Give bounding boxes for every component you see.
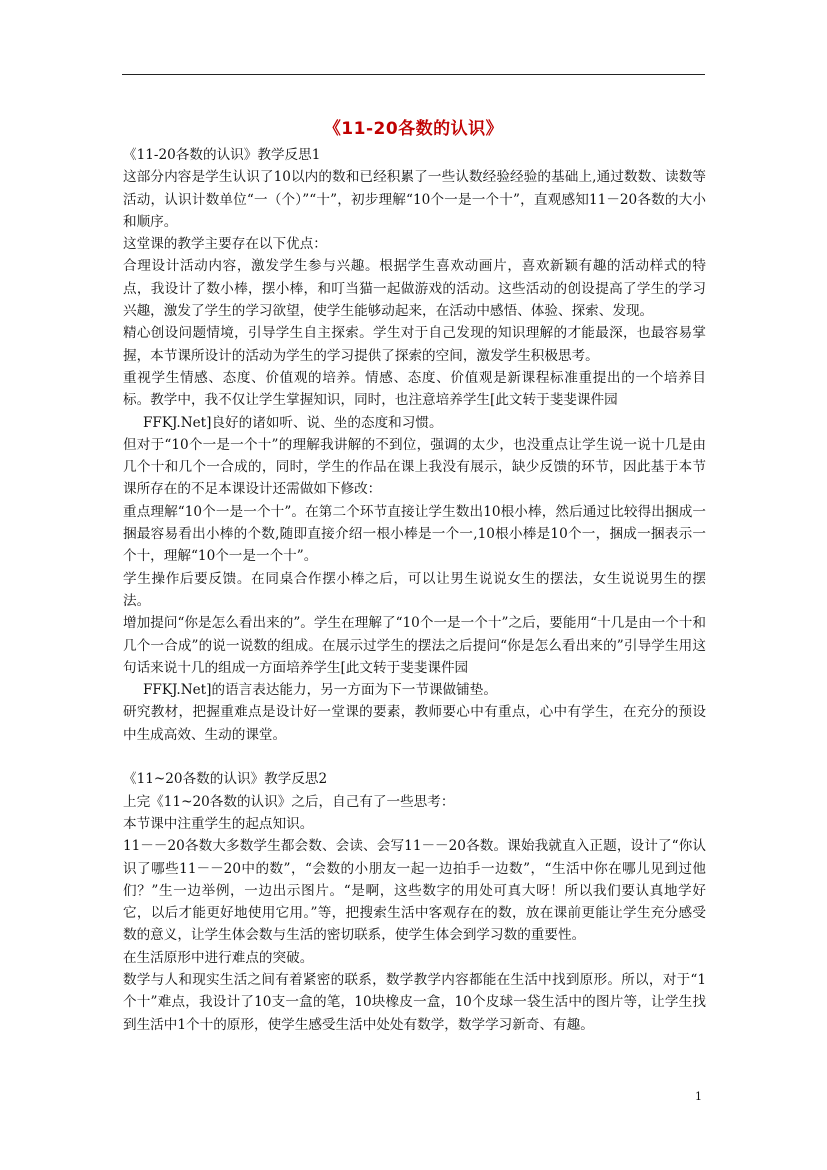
paragraph: 这部分内容是学生认识了10以内的数和已经积累了一些认数经验经验的基础上,通过数数、读数等活动，认识计数单位“一（个）”“十”，初步理解“10个一是一个十”，直观感知11－20各数的大小和顺序。 bbox=[123, 169, 706, 230]
document-title: 《11-20各数的认识》 bbox=[323, 119, 504, 139]
blank-line bbox=[123, 746, 706, 768]
paragraph: 《11-20各数的认识》教学反思1 bbox=[123, 147, 321, 163]
paragraph: 精心创设问题情境，引导学生自主探索。学生对于自己发现的知识理解的才能最深，也最容易掌握，本节课所设计的活动为学生的学习提供了探索的空间，激发学生积极思考。 bbox=[123, 325, 706, 364]
paragraph: 上完《11~20各数的认识》之后，自己有了一些思考： bbox=[123, 793, 455, 810]
paragraph: 研究教材，把握重难点是设计好一堂课的要素，教师要心中有重点，心中有学生，在充分的预设中生成高效、生动的课堂。 bbox=[123, 704, 706, 743]
paragraph: 但对于“10个一是一个十”的理解我讲解的不到位，强调的太少，也没重点让学生说一说十几是由几个十和几个一合成的，同时，学生的作品在课上我没有展示，缺少反馈的环节，因此基于本节课所存在的不足本课设计还需做如下修改： bbox=[123, 436, 706, 498]
paragraph: 在生活原形中进行难点的突破。 bbox=[123, 949, 314, 966]
paragraph: 合理设计活动内容，激发学生参与兴趣。根据学生喜欢动画片，喜欢新颖有趣的活动样式的特点，我设计了数小棒，摆小棒，和叮当猫一起做游戏的活动。这些活动的创设提高了学生的学习兴趣，激发了学生的学习欲望，使学生能够动起来，在活动中感悟、体验、探索、发现。 bbox=[123, 258, 706, 320]
paragraph: 增加提问“你是怎么看出来的”。学生在理解了“10个一是一个十”之后，要能用“十几是由一个十和几个一合成”的说一说数的组成。在展示过学生的摆法之后提问“你是怎么看出来的”引导学生用这句话来说十几的组成一方面培养学生[此文转于斐斐课件园 bbox=[123, 615, 706, 676]
paragraph: 本节课中注重学生的起点知识。 bbox=[123, 815, 314, 832]
header-rule bbox=[122, 74, 705, 75]
document-body bbox=[123, 144, 706, 1036]
paragraph: 重点理解“10个一是一个十”。在第二个环节直接让学生数出10根小棒，然后通过比较得出捆成一捆最容易看出小棒的个数,随即直接介绍一根小棒是一个一,10根小棒是10个一，捆成一捆表示一个十，理解“10个一是一个十”。 bbox=[123, 503, 706, 565]
paragraph: 这堂课的教学主要存在以下优点： bbox=[123, 236, 327, 253]
paragraph: 数学与人和现实生活之间有着紧密的联系，数学教学内容都能在生活中找到原形。所以，对于“1个十”难点，我设计了10支一盒的笔，10块橡皮一盒，10个皮球一袋生活中的图片等，让学生找到生活中1个十的原形，使学生感受生活中处处有数学，数学学习新奇、有趣。 bbox=[123, 971, 706, 1033]
paragraph: 11－－20各数大多数学生都会数、会读、会写11－－20各数。课始我就直入正题，设计了“你认识了哪些11－－20中的数”，“会数的小朋友一起一边拍手一边数”，“生活中你在哪儿见到过他们？”生一边举例，一边出示图片。“是啊，这些数字的用处可真大呀！所以我们要认真地学好它，以后才能更好地使用它用。”等，把搜索生活中客观存在的数，放在课前更能让学生充分感受数的意义，让学生体会数与生活的密切联系，使学生体会到学习数的重要性。 bbox=[123, 838, 706, 944]
paragraph: FFKJ.Net]的语言表达能力，另一方面为下一节课做铺垫。 bbox=[143, 682, 497, 699]
paragraph: 重视学生情感、态度、价值观的培养。情感、态度、价值观是新课程标准重提出的一个培养目标。教学中，我不仅让学生掌握知识，同时，也注意培养学生[此文转于斐斐课件园 bbox=[123, 369, 706, 409]
paragraph: FFKJ.Net]良好的诸如听、说、坐的态度和习惯。 bbox=[143, 414, 443, 431]
page-number: 1 bbox=[695, 1090, 702, 1103]
paragraph: 学生操作后要反馈。在同桌合作摆小棒之后，可以让男生说说女生的摆法，女生说说男生的摆法。 bbox=[123, 570, 706, 609]
paragraph: 《11~20各数的认识》教学反思2 bbox=[123, 771, 328, 788]
